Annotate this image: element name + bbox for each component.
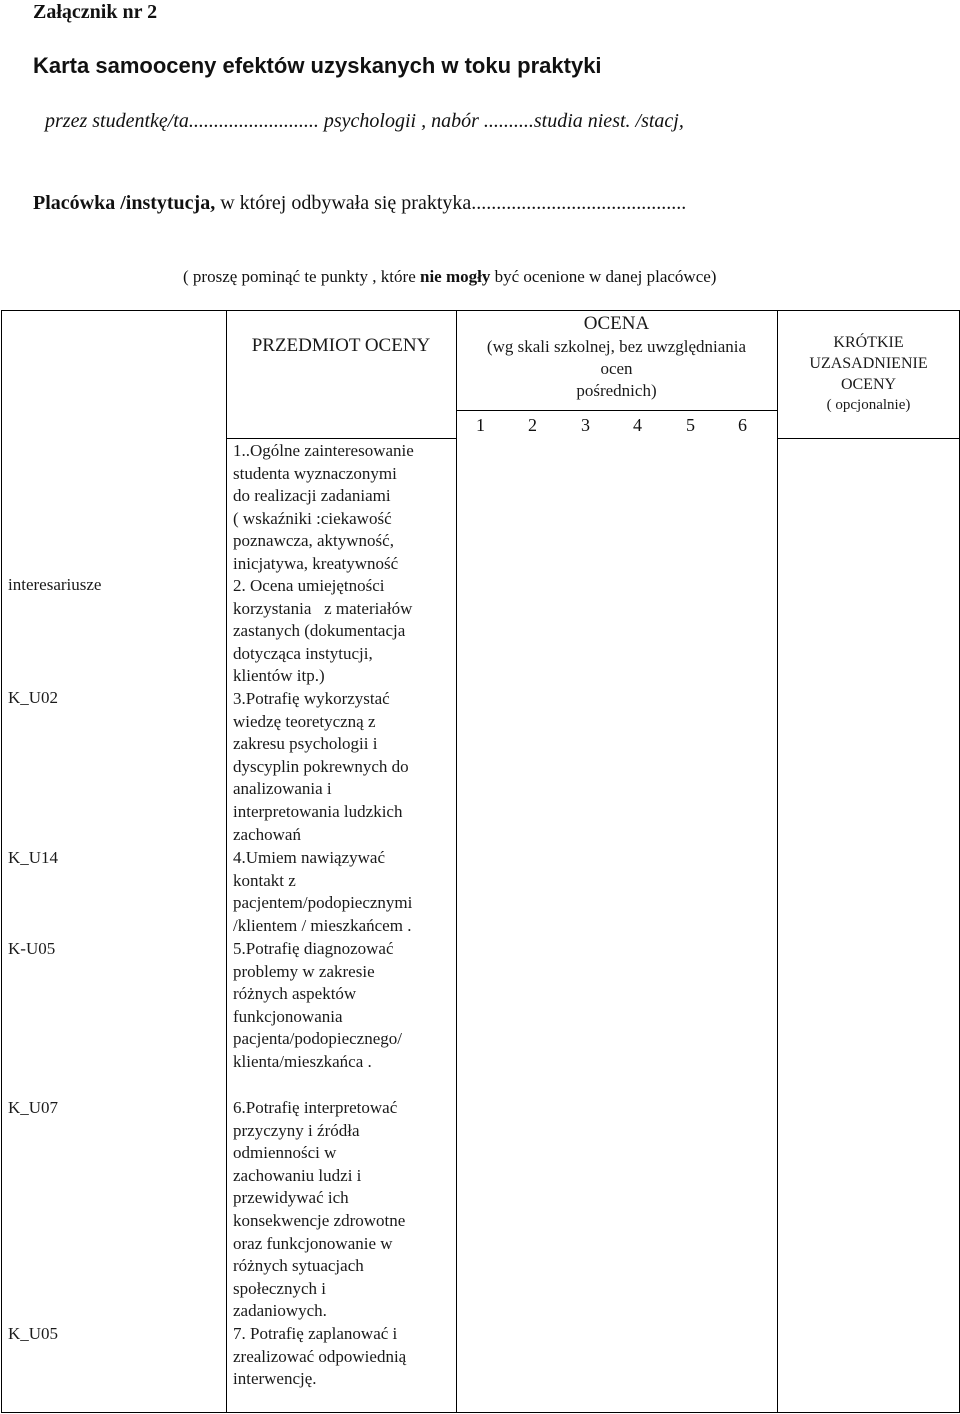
- code-k-u14: K_U14: [8, 848, 59, 867]
- student-line: przez studentkę/ta.......................... psychologii , nabór ..........studia niest. /stacj,: [45, 110, 684, 132]
- column-divider-1: [226, 310, 227, 1413]
- note-text-end: być ocenione w danej placówce): [490, 267, 717, 286]
- list-item: [233, 440, 414, 576]
- comment-header-line-4: ( opcjonalnie): [826, 397, 911, 413]
- header-divider-scale: [456, 410, 777, 411]
- item-2-line: korzystania z materiałów: [233, 598, 413, 618]
- comment-column-header: [777, 332, 960, 416]
- item-3-line: 3.Potrafię wykorzystać: [233, 689, 390, 708]
- item-6-line: różnych sytuacjach: [233, 1256, 364, 1276]
- item-6-line: oraz funkcjonowanie w: [233, 1233, 393, 1253]
- scale-2: 2: [528, 415, 537, 435]
- item-5-line: klienta/mieszkańca .: [233, 1051, 372, 1071]
- institution-line: [33, 190, 686, 216]
- scale-5: 5: [686, 415, 695, 435]
- code-k-u07: K_U07: [8, 1098, 59, 1117]
- item-6-line: odmienności w: [233, 1143, 337, 1163]
- code-k-u05-a: K-U05: [8, 939, 56, 958]
- list-item: [233, 938, 402, 1074]
- item-6-line: przyczyny i źródła: [233, 1120, 360, 1140]
- column-divider-3: [777, 310, 778, 1413]
- item-3-line: zakresu psychologii i: [233, 734, 378, 754]
- item-3-line: dyscyplin pokrewnych do: [233, 756, 409, 776]
- rating-subtitle-3: pośrednich): [576, 381, 657, 400]
- table-border-left: [1, 310, 2, 1413]
- header-divider-subject: [226, 438, 456, 439]
- item-4-line: kontakt z: [233, 870, 296, 890]
- item-4-line: /klientem / mieszkańcem .: [233, 915, 412, 935]
- item-6-line: konsekwencje zdrowotne: [233, 1210, 406, 1230]
- item-1-line: ( wskaźniki :ciekawość: [233, 508, 392, 528]
- table-border-bottom: [1, 1412, 960, 1413]
- subject-column-header: PRZEDMIOT OCENY: [251, 335, 431, 356]
- institution-label: Placówka /instytucja,: [33, 192, 216, 214]
- list-item: [233, 688, 409, 846]
- item-5-line: problemy w zakresie: [233, 961, 375, 981]
- rating-subtitle-2: ocen: [600, 359, 633, 378]
- item-2-line: dotycząca instytucji,: [233, 643, 373, 663]
- annex-label: Załącznik nr 2: [33, 1, 158, 23]
- item-1-line: do realizacji zadaniami: [233, 486, 391, 506]
- item-6-line: zachowaniu ludzi i: [233, 1165, 362, 1185]
- item-2-line: zastanych (dokumentacja: [233, 621, 406, 641]
- item-3-line: analizowania i: [233, 779, 332, 799]
- item-5-line: pacjenta/podopiecznego/: [233, 1029, 402, 1049]
- item-1-line: inicjatywa, kreatywność: [233, 553, 399, 573]
- item-7-line: interwencję.: [233, 1369, 317, 1389]
- list-item: [233, 575, 412, 688]
- item-1-line: studenta wyznaczonymi: [233, 463, 397, 483]
- comment-header-line-3: OCENY: [840, 376, 897, 393]
- comment-header-line-2: UZASADNIENIE: [809, 355, 928, 372]
- comment-header-line-1: KRÓTKIE: [833, 334, 904, 351]
- item-1-line: 1..Ogólne zainteresowanie: [233, 441, 414, 460]
- item-3-line: interpretowania ludzkich: [233, 801, 403, 821]
- item-5-line: funkcjonowania: [233, 1006, 343, 1026]
- code-stakeholders: interesariusze: [8, 575, 102, 594]
- item-3-line: zachowań: [233, 824, 301, 844]
- item-1-line: poznawcza, aktywność,: [233, 531, 394, 551]
- code-k-u05-b: K_U05: [8, 1324, 59, 1343]
- item-6-line: przewidywać ich: [233, 1188, 349, 1208]
- item-6-line: 6.Potrafię interpretować: [233, 1098, 398, 1117]
- rating-column-header: [456, 312, 777, 402]
- item-4-line: 4.Umiem nawiązywać: [233, 848, 385, 867]
- note-text-bold: nie mogły: [420, 267, 491, 286]
- scale-1: 1: [476, 415, 485, 435]
- list-item: [233, 847, 412, 937]
- institution-text: w której odbywała się praktyka...........................................: [215, 192, 687, 214]
- rating-title: OCENA: [583, 313, 650, 334]
- scale-4: 4: [633, 415, 642, 435]
- document-title: Karta samooceny efektów uzyskanych w toku praktyki: [33, 53, 602, 78]
- list-item: [233, 1323, 406, 1391]
- item-6-line: społecznych i: [233, 1278, 326, 1298]
- item-6-line: zadaniowych.: [233, 1301, 327, 1321]
- rating-subtitle-1: (wg skali szkolnej, bez uwzględniania: [486, 337, 747, 356]
- scale-3: 3: [581, 415, 590, 435]
- table-border-top: [1, 310, 960, 311]
- instruction-note: [183, 266, 716, 288]
- item-5-line: różnych aspektów: [233, 984, 357, 1004]
- header-divider-comment: [777, 438, 960, 439]
- item-2-line: 2. Ocena umiejętności: [233, 576, 385, 595]
- note-text-start: ( proszę pominąć te punkty , które: [183, 267, 420, 286]
- column-divider-2: [456, 310, 457, 1413]
- item-4-line: pacjentem/podopiecznymi: [233, 893, 413, 913]
- item-7-line: zrealizować odpowiednią: [233, 1346, 407, 1366]
- item-7-line: 7. Potrafię zaplanować i: [233, 1324, 398, 1343]
- item-3-line: wiedzę teoretyczną z: [233, 711, 376, 731]
- item-2-line: klientów itp.): [233, 666, 325, 686]
- scale-6: 6: [738, 415, 747, 435]
- code-k-u02: K_U02: [8, 688, 59, 707]
- list-item: [233, 1097, 405, 1323]
- item-5-line: 5.Potrafię diagnozować: [233, 939, 394, 958]
